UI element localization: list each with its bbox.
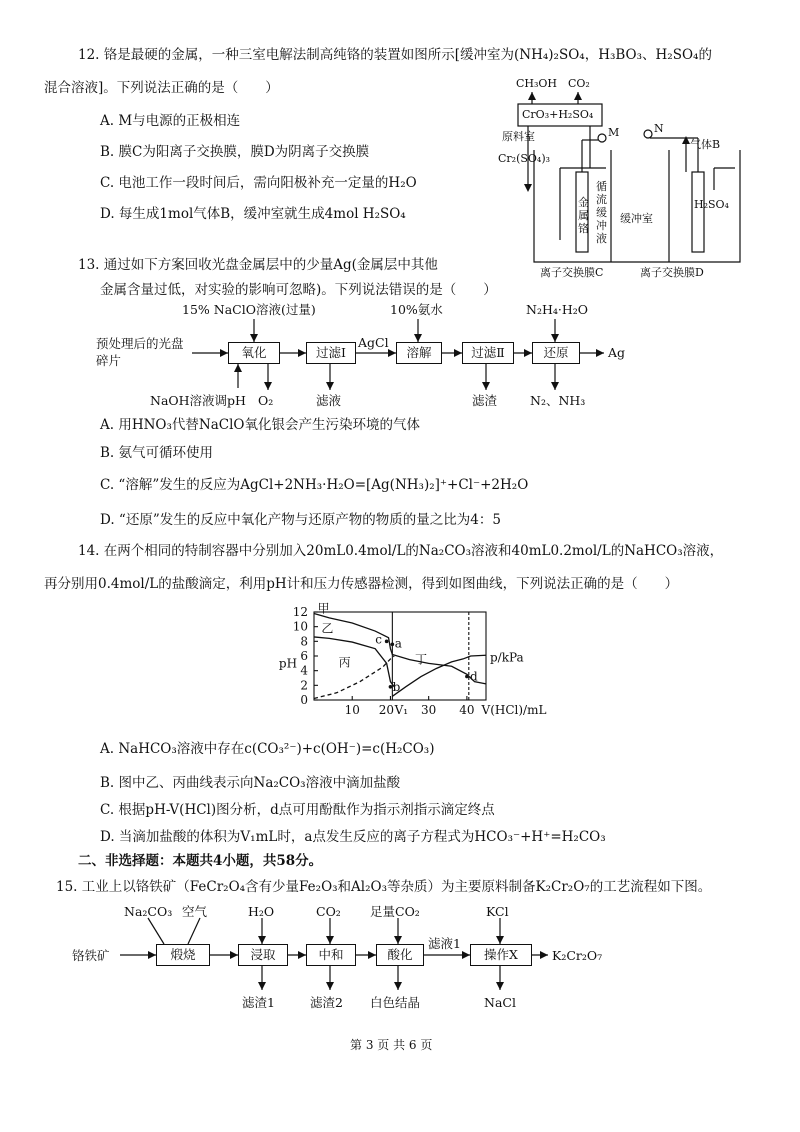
q12-fig-recirc: 循流缓冲液 bbox=[596, 180, 607, 245]
q15-na2co3: Na₂CO₃ bbox=[124, 904, 173, 919]
q15-ore: 铬铁矿 bbox=[72, 948, 110, 963]
q12-option-a: A. M与电源的正极相连 bbox=[100, 113, 241, 129]
q15-residue2: 滤渣2 bbox=[310, 995, 343, 1010]
point-label-c: c bbox=[375, 632, 382, 647]
q15-stem: 15. 工业上以铬铁矿（FeCr₂O₄含有少量Fe₂O₃和Al₂O₃等杂质）为主要原料制备K₂Cr₂O₇的工艺流程如下图。 bbox=[56, 879, 712, 895]
y-tick-label: 6 bbox=[300, 649, 308, 663]
q13-hydrazine-reagent: N₂H₄·H₂O bbox=[526, 302, 588, 317]
q12-fig-metal: 金属铬 bbox=[578, 196, 589, 235]
y-tick-label: 0 bbox=[300, 693, 308, 707]
q12-fig-buffer-room: 缓冲室 bbox=[620, 212, 653, 225]
series-name-甲: 甲 bbox=[317, 601, 330, 616]
q12-stem-line1: 12. 铬是最硬的金属，一种三室电解法制高纯铬的装置如图所示[缓冲室为(NH₄)₂SO₄，H₃BO₃、H₂SO₄的 bbox=[78, 47, 712, 63]
q13-naoh-ph: NaOH溶液调pH bbox=[150, 393, 246, 408]
series-name-丙: 丙 bbox=[338, 655, 351, 670]
y2-axis-label: p/kPa bbox=[490, 650, 524, 665]
x-tick-label: 20 bbox=[378, 703, 395, 717]
y-axis-label: pH bbox=[278, 656, 298, 671]
q12-stem-line2: 混合溶液]。下列说法正确的是（ ） bbox=[44, 80, 279, 96]
q13-stem-line1: 13. 通过如下方案回收光盘金属层中的少量Ag(金属层中其他 bbox=[78, 257, 438, 273]
q13-step-reduce: 还原 bbox=[532, 342, 580, 364]
q13-residue: 滤渣 bbox=[472, 393, 498, 408]
q13-filtrate: 滤液 bbox=[316, 393, 342, 408]
q15-white-crystal: 白色结晶 bbox=[370, 995, 421, 1010]
q15-nacl: NaCl bbox=[484, 995, 516, 1010]
q12-fig-feed: CrO₃+H₂SO₄ bbox=[522, 108, 594, 121]
q13-step-oxidize: 氧化 bbox=[228, 342, 280, 364]
q12-option-d: D. 每生成1mol气体B，缓冲室就生成4mol H₂SO₄ bbox=[100, 206, 406, 222]
q12-option-b: B. 膜C为阳离子交换膜，膜D为阴离子交换膜 bbox=[100, 144, 370, 160]
q15-co2: CO₂ bbox=[316, 904, 341, 919]
q15-h2o: H₂O bbox=[248, 904, 275, 919]
q13-gases: N₂、NH₃ bbox=[530, 393, 586, 408]
q13-agcl: AgCl bbox=[358, 335, 389, 350]
x-tick-label: 10 bbox=[344, 703, 360, 717]
point-label-d: d bbox=[470, 669, 478, 684]
q12-fig-h2so4: H₂SO₄ bbox=[694, 198, 729, 211]
q13-ammonia-reagent: 10%氨水 bbox=[390, 302, 443, 317]
q14-option-b: B. 图中乙、丙曲线表示向Na₂CO₃溶液中滴加盐酸 bbox=[100, 775, 401, 791]
q13-start-material: 预处理后的光盘碎片 bbox=[96, 336, 184, 368]
q15-residue1: 滤渣1 bbox=[242, 995, 275, 1010]
q13-naclo-reagent: 15% NaClO溶液(过量) bbox=[182, 302, 316, 317]
q13-stem-line2: 金属含量过低，对实验的影响可忽略)。下列说法错误的是（ ） bbox=[100, 282, 497, 298]
q13-option-c: C. “溶解”发生的反应为AgCl+2NH₃·H₂O=[Ag(NH₃)₂]⁺+Cl⁻+2H₂O bbox=[100, 477, 529, 493]
q15-step-neutralize: 中和 bbox=[306, 944, 356, 966]
series-name-丁: 丁 bbox=[415, 652, 428, 667]
q13-product-ag: Ag bbox=[608, 345, 626, 360]
y-tick-label: 8 bbox=[300, 634, 308, 649]
q15-air: 空气 bbox=[182, 904, 208, 919]
q13-option-b: B. 氨气可循环使用 bbox=[100, 445, 214, 461]
q14-option-c: C. 根据pH-V(HCl)图分析，d点可用酚酞作为指示剂指示滴定终点 bbox=[100, 802, 495, 818]
q14-option-d: D. 当滴加盐酸的体积为V₁mL时，a点发生反应的离子方程式为HCO₃⁻+H⁺=H₂CO₃ bbox=[100, 829, 606, 845]
q12-fig-membrane-c: 离子交换膜C bbox=[540, 266, 604, 279]
y-tick-label: 12 bbox=[292, 605, 308, 619]
q13-o2: O₂ bbox=[258, 393, 274, 408]
q15-step-calcine: 煅烧 bbox=[156, 944, 210, 966]
q13-option-d: D. “还原”发生的反应中氧化产物与还原产物的物质的量之比为4：5 bbox=[100, 512, 501, 528]
x-tick-label: 40 bbox=[459, 703, 475, 717]
q13-step-filter2: 过滤Ⅱ bbox=[462, 342, 514, 364]
q12-option-c: C. 电池工作一段时间后，需向阳极补充一定量的H₂O bbox=[100, 175, 417, 191]
point-label-a: a bbox=[394, 636, 402, 651]
q13-step-dissolve: 溶解 bbox=[396, 342, 442, 364]
q15-filtrate1: 滤液1 bbox=[428, 936, 461, 951]
point-label-b: b bbox=[392, 679, 401, 694]
y-tick-label: 2 bbox=[300, 678, 308, 693]
q12-fig-gas-b: 气体B bbox=[690, 138, 721, 151]
q12-fig-membrane-d: 离子交换膜D bbox=[640, 266, 704, 279]
q12-fig-ch3oh: CH₃OH bbox=[516, 77, 558, 90]
q12-fig-n: N bbox=[654, 122, 664, 135]
q13-option-a: A. 用HNO₃代替NaClO氧化银会产生污染环境的气体 bbox=[100, 417, 420, 433]
q14-option-a: A. NaHCO₃溶液中存在c(CO₃²⁻)+c(OH⁻)=c(H₂CO₃) bbox=[100, 741, 435, 757]
q14-stem-line2: 再分别用0.4mol/L的盐酸滴定，利用pH计和压力传感器检测，得到如图曲线，下列说法正确的是（ ） bbox=[44, 576, 679, 592]
q15-product: K₂Cr₂O₇ bbox=[552, 948, 603, 963]
y-tick-label: 10 bbox=[292, 619, 308, 634]
q15-step-operation-x: 操作X bbox=[470, 944, 532, 966]
series-name-乙: 乙 bbox=[321, 621, 334, 636]
page-footer: 第 3 页 共 6 页 bbox=[350, 1038, 433, 1052]
q15-excess-co2: 足量CO₂ bbox=[370, 904, 420, 919]
q12-fig-raw-room: 原料室 bbox=[502, 130, 535, 143]
q15-step-leach: 浸取 bbox=[238, 944, 288, 966]
x-tick-label: 30 bbox=[421, 703, 437, 717]
y-tick-label: 4 bbox=[300, 663, 308, 678]
q12-fig-m: M bbox=[608, 126, 620, 139]
q13-step-filter1: 过滤Ⅰ bbox=[306, 342, 356, 364]
q15-kcl: KCl bbox=[486, 904, 509, 919]
q12-fig-co2: CO₂ bbox=[568, 77, 590, 90]
x-axis-label: V(HCl)/mL bbox=[481, 703, 547, 717]
q15-step-acidify: 酸化 bbox=[376, 944, 424, 966]
part2-heading: 二、非选择题：本题共4小题，共58分。 bbox=[78, 853, 323, 869]
q12-fig-cr2so43: Cr₂(SO₄)₃ bbox=[498, 152, 551, 165]
x-v1-label: V₁ bbox=[394, 703, 409, 717]
q14-stem-line1: 14. 在两个相同的特制容器中分别加入20mL0.4mol/L的Na₂CO₃溶液和40mL0.2mol/L的NaHCO₃溶液， bbox=[78, 543, 724, 559]
